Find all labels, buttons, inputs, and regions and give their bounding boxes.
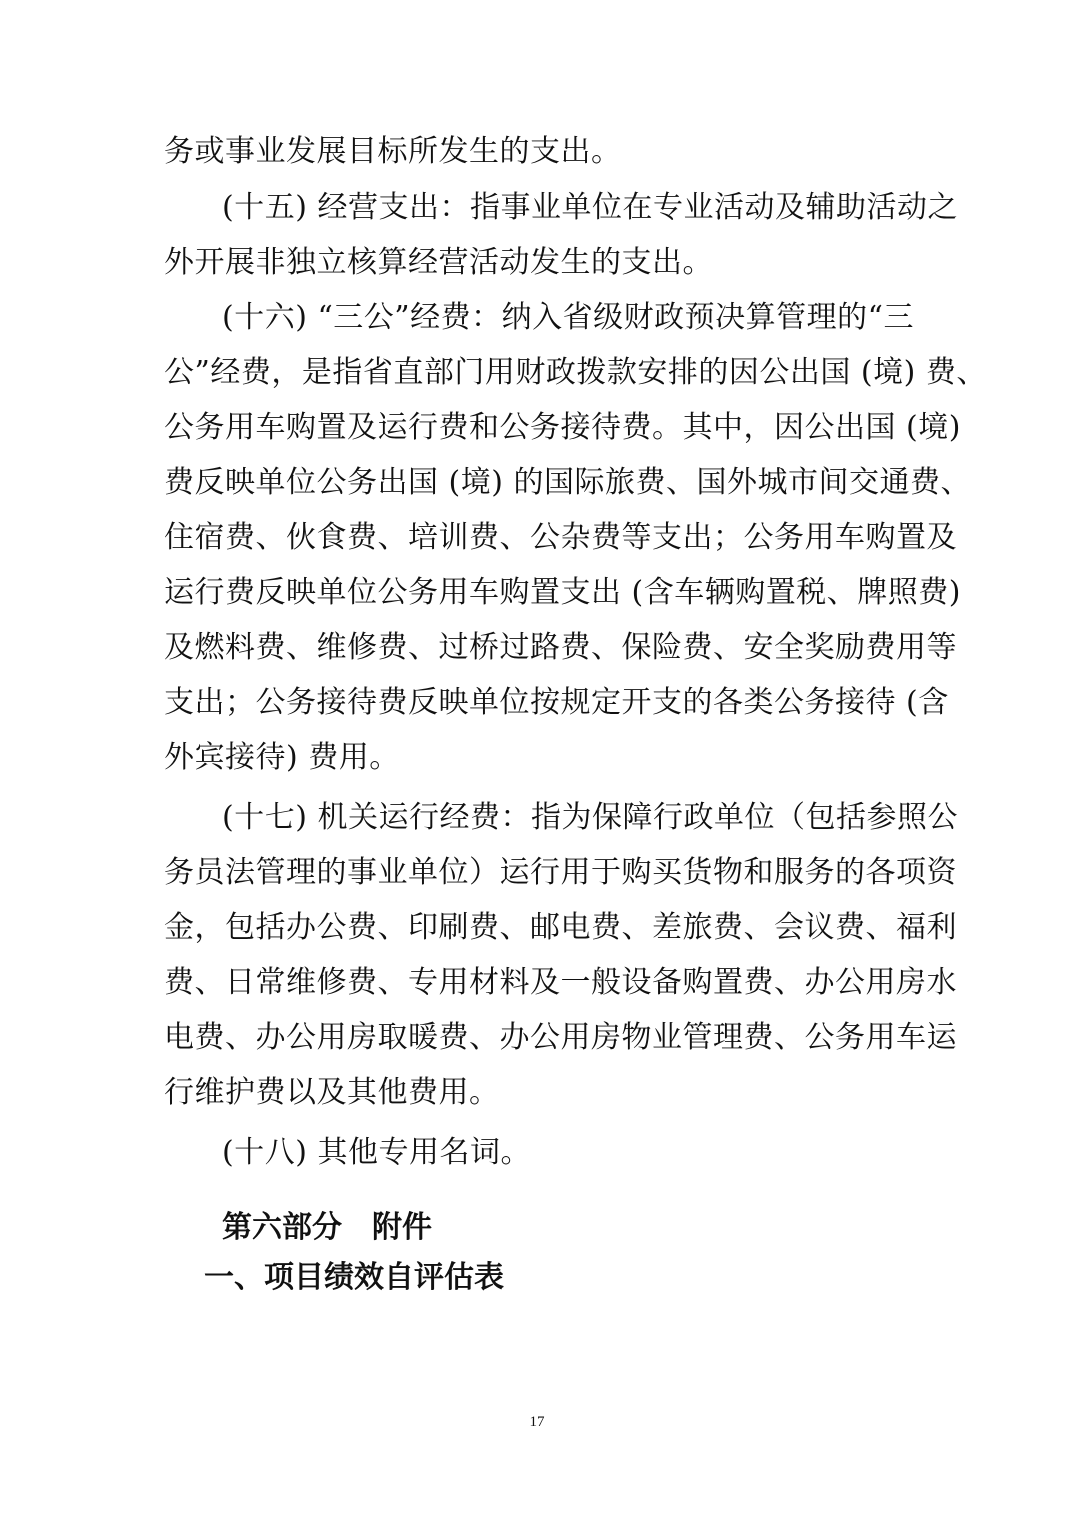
paragraph-line: (十六) “三公”经费：纳入省级财政预决算管理的“三 [222,300,914,335]
paragraph-line: 务或事业发展目标所发生的支出。 [164,134,622,169]
paragraph-line: 行维护费以及其他费用。 [164,1075,500,1110]
paragraph-line: 住宿费、伙食费、培训费、公杂费等支出；公务用车购置及 [164,520,957,555]
paragraph-line: 外宾接待) 费用。 [164,740,400,775]
page-number: 17 [529,1414,545,1430]
paragraph-line: 支出；公务接待费反映单位按规定开支的各类公务接待 (含 [164,685,949,720]
paragraph-line: 务员法管理的事业单位）运行用于购买货物和服务的各项资 [164,855,957,890]
paragraph-line: (十八) 其他专用名词。 [222,1135,531,1170]
paragraph-line: (十七) 机关运行经费：指为保障行政单位（包括参照公 [222,800,958,835]
paragraph-line: 费、日常维修费、专用材料及一般设备购置费、办公用房水 [164,965,957,1000]
paragraph-line: 外开展非独立核算经营活动发生的支出。 [164,245,713,280]
paragraph-line: 运行费反映单位公务用车购置支出 (含车辆购置税、牌照费) [164,575,961,610]
paragraph-line: (十五) 经营支出：指事业单位在专业活动及辅助活动之 [222,190,958,225]
paragraph-line: 及燃料费、维修费、过桥过路费、保险费、安全奖励费用等 [164,630,957,665]
paragraph-line: 费反映单位公务出国 (境) 的国际旅费、国外城市间交通费、 [164,465,971,500]
paragraph-line: 金，包括办公费、印刷费、邮电费、差旅费、会议费、福利 [164,910,957,945]
paragraph-line: 公务用车购置及运行费和公务接待费。其中，因公出国 (境) [164,410,961,445]
paragraph-line: 电费、办公用房取暖费、办公用房物业管理费、公务用车运 [164,1020,957,1055]
sub-heading: 一、项目绩效自评估表 [204,1260,504,1295]
paragraph-line: 公”经费，是指省直部门用财政拨款安排的因公出国 (境) 费、 [164,355,987,390]
section-heading: 第六部分 附件 [222,1210,432,1245]
